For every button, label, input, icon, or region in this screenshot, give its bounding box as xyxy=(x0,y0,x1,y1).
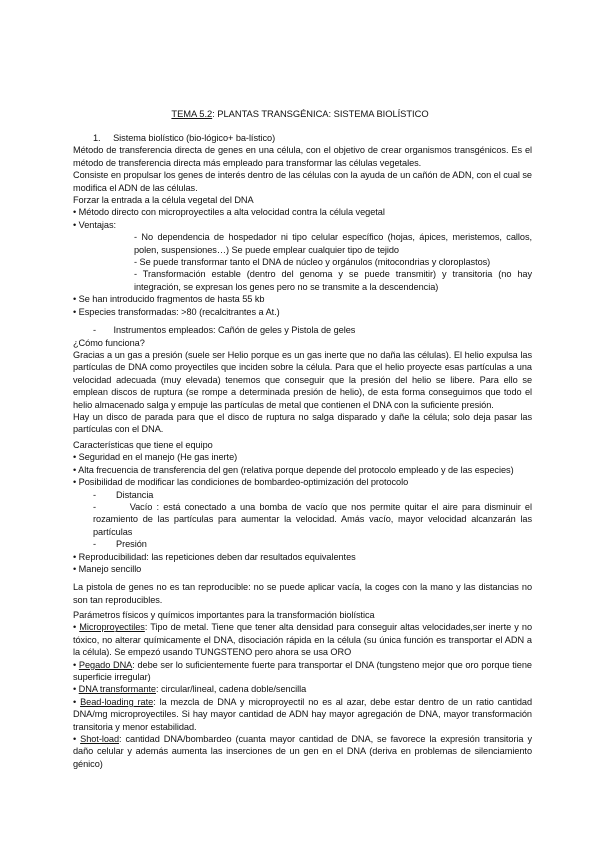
term-pegado-dna: Pegado DNA xyxy=(78,659,133,670)
bullet-item: • Método directo con microproyectiles a alta velocidad contra la célula vegetal xyxy=(73,207,385,218)
paragraph: Forzar la entrada a la célula vegetal del DNA xyxy=(73,195,254,206)
section-heading: Parámetros físicos y químicos importantes para la transformación biolística xyxy=(73,610,375,620)
list-item: • DNA transformante: circular/lineal, cadena doble/sencilla xyxy=(73,684,307,695)
title-rest: : PLANTAS TRANSGÉNICA: SISTEMA BIOLÍSTICO xyxy=(212,108,429,119)
list-item: • Bead-loading rate: la mezcla de DNA y microproyectil no es al azar, debe estar dentro de un ratio cantidad DNA/mg microproyectiles. Si hay mayor cantidad de ADN hay mayor agregación de DNA, mayor transformación transitoria y menor estabilidad. xyxy=(73,696,533,732)
bullet-item: • Alta frecuencia de transferencia del gen (relativa porque depende del protocolo empleado y de las especies) xyxy=(73,464,514,475)
item-text: : cantidad DNA/bombardeo (cuanta mayor cantidad de DNA, se favorece la expresión transitoria y daño celular y además aumenta las inserciones de un gen en el DNA (deriva en problemas de silenciamiento génico) xyxy=(73,734,532,769)
paragraph: Método de transferencia directa de genes en una célula, con el objetivo de crear organismos transgénicos. Es el método de transferencia directa más empleado para transformar las células vegetales. xyxy=(73,145,532,168)
term-microproyectiles: Microproyectiles xyxy=(79,622,145,633)
list-item: • Shot-load: cantidad DNA/bombardeo (cuanta mayor cantidad de DNA, se favorece la expresión transitoria y daño celular y además aumenta las inserciones de un gen en el DNA (deriva en problemas de silenciamiento génico) xyxy=(73,734,532,769)
sub-item: - No dependencia de hospedador ni tipo celular específico (hojas, ápices, meristemos, callos, polen, suspensiones…) Se puede emplear cualquier tipo de tejido xyxy=(134,232,532,255)
bullet-item: • Ventajas: xyxy=(73,219,117,230)
question-heading: ¿Cómo funciona? xyxy=(73,337,145,348)
sub-item: - Distancia xyxy=(93,489,154,500)
bullet-item: • Posibilidad de modificar las condiciones de bombardeo-optimización del protocolo xyxy=(73,477,409,488)
sub-item: - Se puede transformar tanto el DNA de núcleo y orgánulos (mitocondrias y cloroplastos) xyxy=(134,257,491,268)
paragraph: La pistola de genes no es tan reproducible: no se puede aplicar vacía, la coges con la mano y las distancias no son tan reproducibles. xyxy=(73,582,532,605)
paragraph: Gracias a un gas a presión (suele ser Helio porque es un gas inerte que no daña las células). El helio expulsa las partículas de DNA como proyectiles que inciden sobre la célula. Para que el helio proyecte esas partículas a una velocidad adecuada (muy elevada) tenemos que conseguir que la presión del helio se libere. Para ello se emplean discos de ruptura (se rompe a determinada presión de helio), de esta forma conseguimos que todo el helio almacenado salga y empuje las partículas de metal que contienen el DNA con la suficiente presión. xyxy=(73,349,532,410)
bullet-item: • Se han introducido fragmentos de hasta 55 kb xyxy=(73,294,265,305)
section-heading: Características que tiene el equipo xyxy=(73,440,213,450)
section-caracteristicas xyxy=(73,439,532,606)
page-title xyxy=(0,108,600,120)
item-text: : debe ser lo suficientemente fuerte para transportar el DNA (tungsteno mejor que oro porque tiene superficie irregular) xyxy=(73,659,532,683)
sub-item: - Transformación estable (dentro del genoma y se puede transmitir) y transitoria (no hay integración, se expresan los genes pero no se transmite a la descendencia) xyxy=(134,269,532,292)
bullet-item: • Manejo sencillo xyxy=(73,564,142,575)
paragraph: Consiste en propulsar los genes de interés dentro de las células con la ayuda de un cañón de ADN, con el cual se modifica el ADN de las células. xyxy=(73,170,532,193)
section-sistema-biolistico xyxy=(73,132,532,436)
list-item: • Microproyectiles: Tipo de metal. Tiene que tener alta densidad para conseguir altas velocidades,ser inerte y no tóxico, no alterar químicamente el DNA, disociación rápida en la célula (su única función es transportar el ADN a la célula). Se empezó usando TUNGSTENO pero ahora se usa ORO xyxy=(73,622,533,658)
term-shot-load: Shot-load xyxy=(80,734,120,745)
list-item: • Pegado DNA: debe ser lo suficientemente fuerte para transportar el DNA (tungsteno mejor que oro porque tiene superficie irregular) xyxy=(73,659,532,683)
item-text: : la mezcla de DNA y microproyectil no es al azar, debe estar dentro de un ratio cantidad DNA/mg microproyectiles. Si hay mayor cantidad de ADN hay mayor agregación de DNA, mayor transformación transitoria y menor estabilidad. xyxy=(73,696,533,732)
item-text: : Tipo de metal. Tiene que tener alta densidad para conseguir altas velocidades,ser inerte y no tóxico, no alterar químicamente el DNA, disociación rápida en la célula (su única función es transportar el ADN a la célula). Se empezó usando TUNGSTENO pero ahora se usa ORO xyxy=(73,622,533,658)
bullet-item: • Seguridad en el manejo (He gas inerte) xyxy=(73,452,238,463)
sub-item: - Presión xyxy=(93,539,147,550)
section-parametros xyxy=(73,609,532,770)
bullet-item: • Reproducibilidad: las repeticiones deben dar resultados equivalentes xyxy=(73,551,356,562)
item-text: : circular/lineal, cadena doble/sencilla xyxy=(155,684,307,695)
paragraph: Hay un disco de parada para que el disco de ruptura no salga disparado y dañe la célula; solo deja pasar las partículas con el DNA. xyxy=(73,411,532,435)
section-heading: 1. Sistema biolístico (bio-lógico+ ba-lístico) xyxy=(93,133,276,143)
term-bead-loading-rate: Bead-loading rate xyxy=(80,696,154,707)
title-prefix: TEMA 5.2 xyxy=(171,108,213,119)
bullet-item: • Especies transformadas: >80 (recalcitrantes a At.) xyxy=(73,306,280,317)
sub-item: - Vacío : está conectado a una bomba de vacío que nos permite quitar el aire para disminuir el rozamiento de las partículas para aumentar la velocidad. Amás vacío, mayor velocidad alcanzarán las partículas xyxy=(93,502,532,537)
term-dna-transformante: DNA transformante xyxy=(78,684,156,695)
instruments-line: - Instrumentos empleados: Cañón de geles y Pistola de geles xyxy=(93,325,356,336)
